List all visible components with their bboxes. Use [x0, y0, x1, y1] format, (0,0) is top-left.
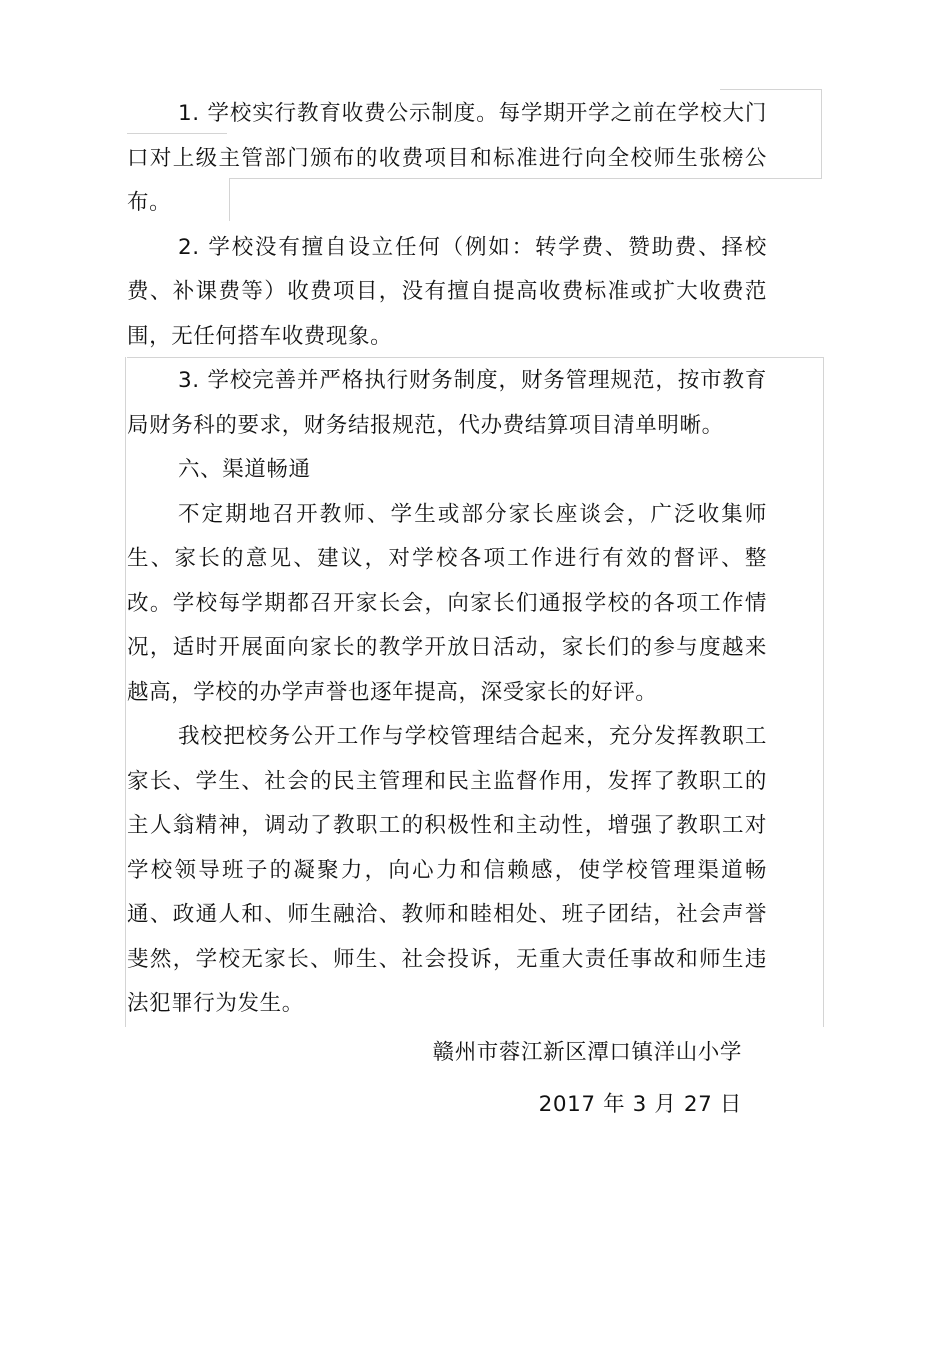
paragraph-fee-disclosure: 1. 学校实行教育收费公示制度。每学期开学之前在学校大门口对上级主管部门颁布的收费项目和标准进行向全校师生张榜公布。 [127, 101, 767, 215]
signature-organization: 赣州市蓉江新区潭口镇洋山小学 [432, 1040, 742, 1065]
frame-line-left-lower [125, 357, 126, 1027]
body-text [127, 92, 767, 1027]
frame-line-right-lower [823, 357, 824, 1027]
section-heading-channels: 六、渠道畅通 [178, 457, 311, 482]
paragraph-summary: 我校把校务公开工作与学校管理结合起来，充分发挥教职工家长、学生、社会的民主管理和民主监督作用，发挥了教职工的主人翁精神，调动了教职工的积极性和主动性，增强了教职工对学校领导班子的凝聚力，向心力和信赖感，使学校管理渠道畅通、政通人和、师生融洽、教师和睦相处、班子团结，社会声誉斐然，学校无家长、师生、社会投诉，无重大责任事故和师生违法犯罪行为发生。 [127, 724, 767, 1016]
frame-line-top-right [720, 89, 822, 90]
paragraph-no-unauthorized-fees: 2. 学校没有擅自设立任何（例如：转学费、赞助费、择校费、补课费等）收费项目，没有擅自提高收费标准或扩大收费范围，无任何搭车收费现象。 [127, 234, 767, 349]
frame-line-right-upper [821, 89, 822, 178]
paragraph-finance-system: 3. 学校完善并严格执行财务制度，财务管理规范，按市教育局财务科的要求，财务结报规范，代办费结算项目清单明晰。 [127, 368, 767, 438]
signature-date: 2017 年 3 月 27 日 [538, 1092, 742, 1117]
paragraph-parent-meetings: 不定期地召开教师、学生或部分家长座谈会，广泛收集师生、家长的意见、建议，对学校各项工作进行有效的督评、整改。学校每学期都召开家长会，向家长们通报学校的各项工作情况，适时开展面向家长的教学开放日活动，家长们的参与度越来越高，学校的办学声誉也逐年提高，深受家长的好评。 [127, 501, 767, 705]
